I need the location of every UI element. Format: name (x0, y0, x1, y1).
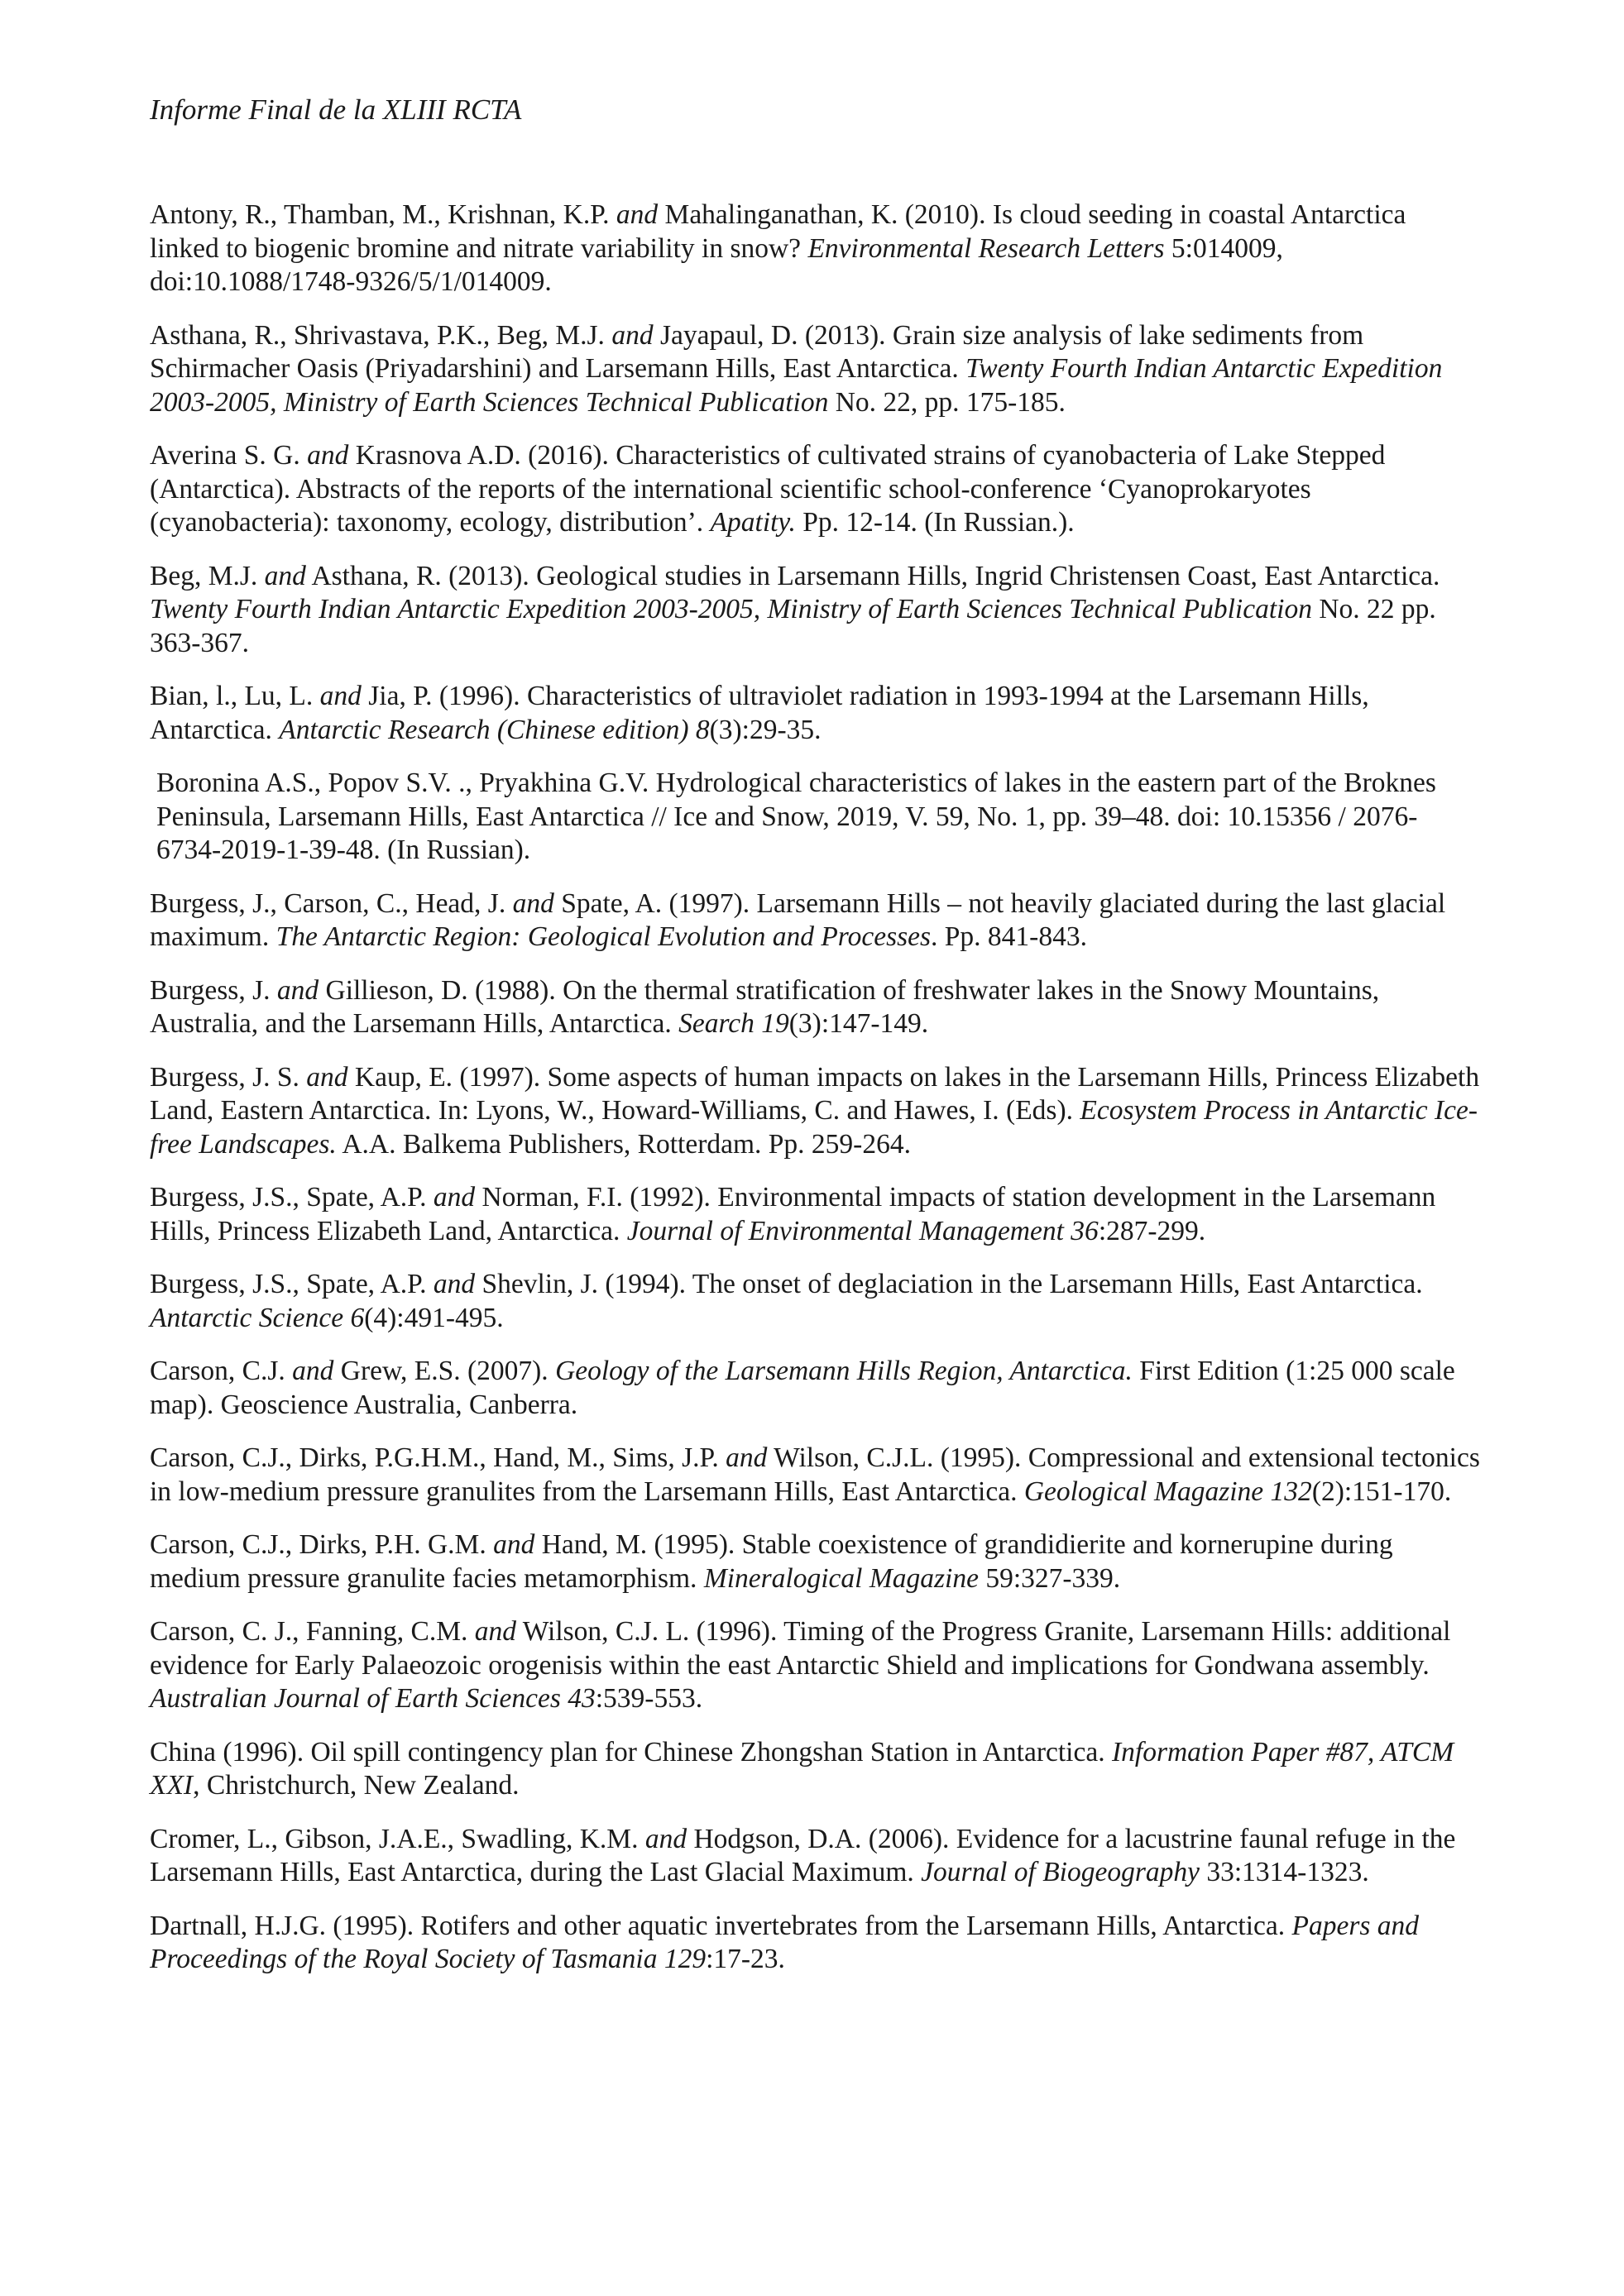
reference-entry (150, 1736, 1482, 1803)
reference-text: Boronina A.S., Popov S.V. ., Pryakhina G.V. Hydrological characteristics of lakes in the eastern part of the Broknes Peninsula, Larsemann Hills, East Antarctica // Ice and Snow, 2019, V. 59, No. 1, pp. 39–48. doi: 10.15356 / 2076-6734-2019-1-39-48. (In Russian). (156, 768, 1436, 865)
reference-text: Shevlin, J. (1994). The onset of deglaciation in the Larsemann Hills, East Antarctica. (475, 1269, 1423, 1299)
reference-text: Carson, C. J., Fanning, C.M. (150, 1616, 475, 1647)
reference-text: Wilson, C.J.L. (1995). Compressional and extensional tectonics in low-medium pressure granulites from the Larsemann Hills, East Antarctica. (150, 1442, 1480, 1507)
reference-text: Dartnall, H.J.G. (1995). Rotifers and other aquatic invertebrates from the Larsemann Hills, Antarctica. (150, 1910, 1292, 1941)
reference-italic-text: Antarctic Science 6 (150, 1302, 365, 1333)
page-header: Informe Final de la XLIII RCTA (150, 93, 522, 126)
reference-text: Burgess, J.S., Spate, A.P. (150, 1269, 434, 1299)
reference-entry (150, 560, 1482, 661)
reference-text: (4):491-495. (364, 1302, 504, 1333)
reference-entry (150, 680, 1482, 747)
reference-italic-text: Antarctic Research (Chinese edition) 8 (279, 714, 710, 745)
reference-italic-text: Papers and Proceedings of the Royal Society of Tasmania 129 (150, 1910, 1420, 1974)
reference-text: Carson, C.J. (150, 1356, 293, 1386)
reference-list (150, 199, 1482, 1997)
reference-italic-text: and (616, 199, 659, 230)
reference-text: Hodgson, D.A. (2006). Evidence for a lacustrine faunal refuge in the Larsemann Hills, East Antarctica, during the Last Glacial Maximum. (150, 1823, 1456, 1887)
reference-text: Jia, P. (1996). Characteristics of ultraviolet radiation in 1993-1994 at the Larsemann Hills, Antarctica. (150, 681, 1369, 745)
reference-italic-text: and (319, 681, 362, 711)
reference-italic-text: and (433, 1269, 476, 1299)
reference-italic-text: Information Paper #87, ATCM XXI (150, 1736, 1454, 1801)
reference-text: No. 22, pp. 175-185. (828, 386, 1066, 418)
reference-italic-text: and (493, 1529, 535, 1560)
reference-text: Gillieson, D. (1988). On the thermal stratification of freshwater lakes in the Snowy Mountains, Australia, and the Larsemann Hills, Antarctica. (150, 974, 1380, 1039)
reference-text: Carson, C.J., Dirks, P.H. G.M. (150, 1529, 494, 1560)
reference-entry (150, 1615, 1482, 1716)
reference-entry (150, 439, 1482, 540)
reference-entry (150, 319, 1482, 420)
reference-entry (150, 1910, 1482, 1977)
reference-text: Carson, C.J., Dirks, P.G.H.M., Hand, M., Sims, J.P. (150, 1442, 726, 1473)
reference-italic-text: Apatity. (710, 507, 796, 538)
reference-entry (150, 767, 1482, 868)
reference-text: No. 22 pp. 363-367. (150, 594, 1436, 658)
reference-italic-text: Australian Journal of Earth Sciences 43 (150, 1683, 596, 1714)
reference-entry (150, 1061, 1482, 1162)
reference-italic-text: Environmental Research Letters (807, 232, 1165, 264)
reference-entry (150, 199, 1482, 299)
reference-italic-text: and (726, 1442, 768, 1473)
reference-text: Burgess, J.S., Spate, A.P. (150, 1182, 434, 1213)
reference-text: Jayapaul, D. (2013). Grain size analysis of lake sediments from Schirmacher Oasis (Priyadarshini) and Larsemann Hills, East Antarctica. (150, 319, 1364, 384)
reference-text: Kaup, E. (1997). Some aspects of human impacts on lakes in the Larsemann Hills, Princess Elizabeth Land, Eastern Antarctica. In: Lyons, W., Howard-Williams, C. and Hawes, I. (Eds). (150, 1061, 1480, 1126)
reference-text: A.A. Balkema Publishers, Rotterdam. Pp. 259-264. (336, 1128, 911, 1160)
reference-text: :287-299. (1098, 1215, 1206, 1246)
reference-text: , Christchurch, New Zealand. (193, 1770, 520, 1801)
reference-italic-text: Mineralogical Magazine (703, 1562, 979, 1594)
reference-italic-text: Journal of Environmental Management 36 (626, 1215, 1099, 1246)
reference-italic-text: The Antarctic Region: Geological Evolution and Processes (275, 921, 932, 952)
reference-text: Beg, M.J. (150, 560, 265, 591)
reference-italic-text: and (611, 319, 654, 351)
reference-italic-text: Twenty Fourth Indian Antarctic Expedition 2003-2005, Ministry of Earth Sciences Technical Publication (150, 353, 1443, 418)
reference-text: :539-553. (595, 1683, 703, 1714)
reference-text: Burgess, J., Carson, C., Head, J. (150, 887, 513, 919)
reference-text: (2):151-170. (1311, 1476, 1452, 1507)
reference-text: Wilson, C.J. L. (1996). Timing of the Progress Granite, Larsemann Hills: additional evidence for Early Palaeozoic orogenisis within the east Antarctic Shield and implications for Gondwana assembly. (150, 1616, 1451, 1681)
reference-text: Norman, F.I. (1992). Environmental impacts of station development in the Larsemann Hills, Princess Elizabeth Land, Antarctica. (150, 1182, 1436, 1246)
reference-text: First Edition (1:25 000 scale map). Geoscience Australia, Canberra. (150, 1356, 1455, 1420)
reference-text: Krasnova A.D. (2016). Characteristics of cultivated strains of cyanobacteria of Lake Stepped (Antarctica). Abstracts of the reports of the international scientific school-conference ‘Cyanoprokaryotes (cyanobacteria): taxonomy, ecology, distribution’. (150, 440, 1386, 538)
reference-entry (150, 887, 1482, 954)
reference-italic-text: Geology of the Larsemann Hills Region, Antarctica. (555, 1356, 1133, 1386)
reference-italic-text: and (474, 1616, 516, 1647)
reference-text: (3):147-149. (788, 1008, 929, 1039)
reference-italic-text: Ecosystem Process in Antarctic Ice-free Landscapes. (150, 1095, 1478, 1160)
reference-text: Hand, M. (1995). Stable coexistence of grandidierite and kornerupine during medium pressure granulite facies metamorphism. (150, 1529, 1393, 1594)
reference-italic-text: and (306, 1061, 348, 1093)
reference-entry (150, 1355, 1482, 1422)
reference-text: Grew, E.S. (2007). (333, 1356, 556, 1386)
reference-italic-text: and (292, 1356, 334, 1386)
reference-text: Spate, A. (1997). Larsemann Hills – not heavily glaciated during the last glacial maximum. (150, 887, 1446, 952)
reference-text: Cromer, L., Gibson, J.A.E., Swadling, K.M. (150, 1823, 645, 1854)
reference-italic-text: and (264, 560, 306, 591)
reference-italic-text: Search 19 (678, 1008, 789, 1039)
reference-text: (3):29-35. (709, 714, 822, 745)
reference-text: :17-23. (706, 1944, 785, 1974)
reference-entry (150, 1823, 1482, 1890)
reference-entry (150, 1528, 1482, 1595)
reference-entry (150, 1181, 1482, 1248)
reference-entry (150, 1442, 1482, 1509)
reference-italic-text: Twenty Fourth Indian Antarctic Expedition 2003-2005, Ministry of Earth Sciences Technical Publication (150, 594, 1312, 624)
reference-italic-text: and (276, 974, 319, 1006)
reference-text: 59:327-339. (978, 1562, 1121, 1594)
reference-italic-text: Journal of Biogeography (921, 1857, 1200, 1887)
reference-text: Mahalinganathan, K. (2010). Is cloud seeding in coastal Antarctica linked to biogenic bromine and nitrate variability in snow? (150, 199, 1406, 264)
reference-italic-text: and (307, 440, 349, 471)
reference-text: Bian, l., Lu, L. (150, 681, 320, 711)
reference-text: China (1996). Oil spill contingency plan for Chinese Zhongshan Station in Antarctica. (150, 1736, 1112, 1767)
reference-entry (150, 974, 1482, 1041)
reference-text: Pp. 12-14. (In Russian.). (795, 507, 1075, 538)
reference-text: Antony, R., Thamban, M., Krishnan, K.P. (150, 199, 616, 230)
reference-text: Asthana, R., Shrivastava, P.K., Beg, M.J. (150, 319, 612, 351)
reference-text: 5:014009, doi:10.1088/1748-9326/5/1/014009. (150, 232, 1283, 297)
reference-italic-text: and (433, 1182, 476, 1213)
reference-text: . Pp. 841-843. (931, 921, 1087, 952)
reference-entry (150, 1268, 1482, 1335)
reference-text: 33:1314-1323. (1200, 1857, 1369, 1887)
reference-text: Burgess, J. (150, 974, 277, 1006)
reference-text: Asthana, R. (2013). Geological studies in Larsemann Hills, Ingrid Christensen Coast, East Antarctica. (305, 560, 1440, 591)
reference-italic-text: and (512, 887, 554, 919)
reference-text: Averina S. G. (150, 440, 308, 471)
reference-italic-text: Geological Magazine 132 (1023, 1476, 1312, 1507)
reference-italic-text: and (644, 1823, 687, 1854)
reference-text: Burgess, J. S. (150, 1061, 307, 1093)
